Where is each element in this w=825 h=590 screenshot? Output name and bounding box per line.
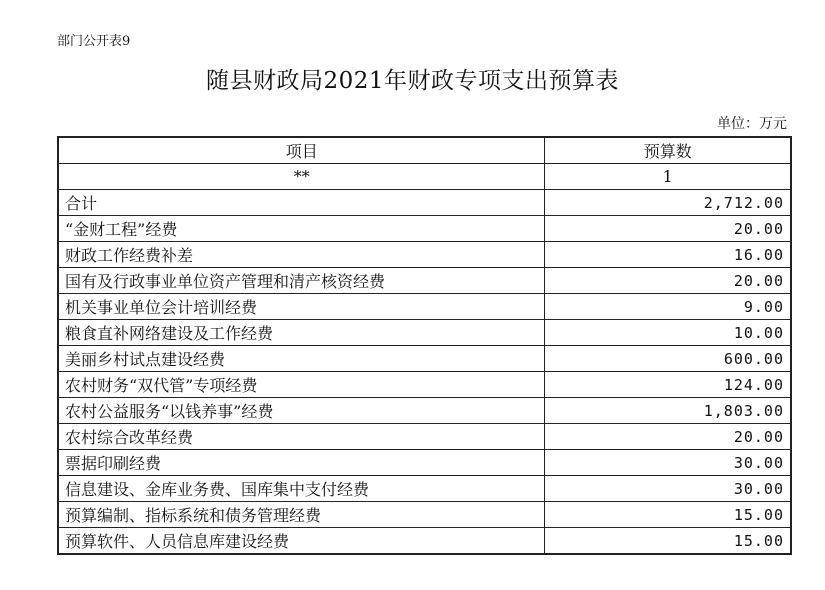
- row-budget-amount: 2,712.00: [545, 190, 791, 216]
- page-title: 随县财政局2021年财政专项支出预算表: [205, 68, 620, 94]
- table-row: [58, 424, 791, 450]
- row-budget-amount: 16.00: [545, 242, 791, 268]
- row-budget-amount: 600.00: [545, 346, 791, 372]
- table-row: [58, 528, 791, 555]
- row-budget-amount: 30.00: [545, 450, 791, 476]
- row-budget-amount: 15.00: [545, 528, 791, 555]
- row-item-name: 机关事业单位会计培训经费: [58, 294, 545, 320]
- document-code: 部门公开表9: [57, 34, 131, 49]
- header-budget: 预算数: [545, 137, 791, 164]
- table-row: [58, 268, 791, 294]
- table-row: [58, 346, 791, 372]
- table-row: [58, 242, 791, 268]
- row-item-name: 预算编制、指标系统和债务管理经费: [58, 502, 545, 528]
- header-item: 项目: [58, 137, 545, 164]
- row-budget-amount: 20.00: [545, 216, 791, 242]
- row-item-name: 农村财务“双代管”专项经费: [58, 372, 545, 398]
- row-item-name: 粮食直补网络建设及工作经费: [58, 320, 545, 346]
- row-item-name: 合计: [58, 190, 545, 216]
- table-row: [58, 320, 791, 346]
- table-header-row: [58, 137, 791, 164]
- budget-table: [57, 136, 792, 555]
- table-row: [58, 398, 791, 424]
- row-budget-amount: 15.00: [545, 502, 791, 528]
- index-row: [58, 164, 791, 190]
- row-item-name: 农村综合改革经费: [58, 424, 545, 450]
- table-row: [58, 294, 791, 320]
- table-row: [58, 216, 791, 242]
- row-budget-amount: 1,803.00: [545, 398, 791, 424]
- row-budget-amount: 10.00: [545, 320, 791, 346]
- unit-label: 单位：万元: [717, 116, 787, 132]
- row-budget-amount: 9.00: [545, 294, 791, 320]
- row-item-name: 票据印刷经费: [58, 450, 545, 476]
- row-item-name: 国有及行政事业单位资产管理和清产核资经费: [58, 268, 545, 294]
- row-budget-amount: 20.00: [545, 424, 791, 450]
- row-item-name: 农村公益服务“以钱养事”经费: [58, 398, 545, 424]
- row-item-name: 信息建设、金库业务费、国库集中支付经费: [58, 476, 545, 502]
- table-row: [58, 502, 791, 528]
- table-row: [58, 476, 791, 502]
- table-row: [58, 372, 791, 398]
- row-budget-amount: 20.00: [545, 268, 791, 294]
- row-budget-amount: 30.00: [545, 476, 791, 502]
- index-cell-budget: 1: [545, 164, 791, 190]
- row-budget-amount: 124.00: [545, 372, 791, 398]
- row-item-name: “金财工程”经费: [58, 216, 545, 242]
- table-row: [58, 190, 791, 216]
- index-cell-item: **: [58, 164, 545, 190]
- row-item-name: 预算软件、人员信息库建设经费: [58, 528, 545, 555]
- table-row: [58, 450, 791, 476]
- row-item-name: 美丽乡村试点建设经费: [58, 346, 545, 372]
- row-item-name: 财政工作经费补差: [58, 242, 545, 268]
